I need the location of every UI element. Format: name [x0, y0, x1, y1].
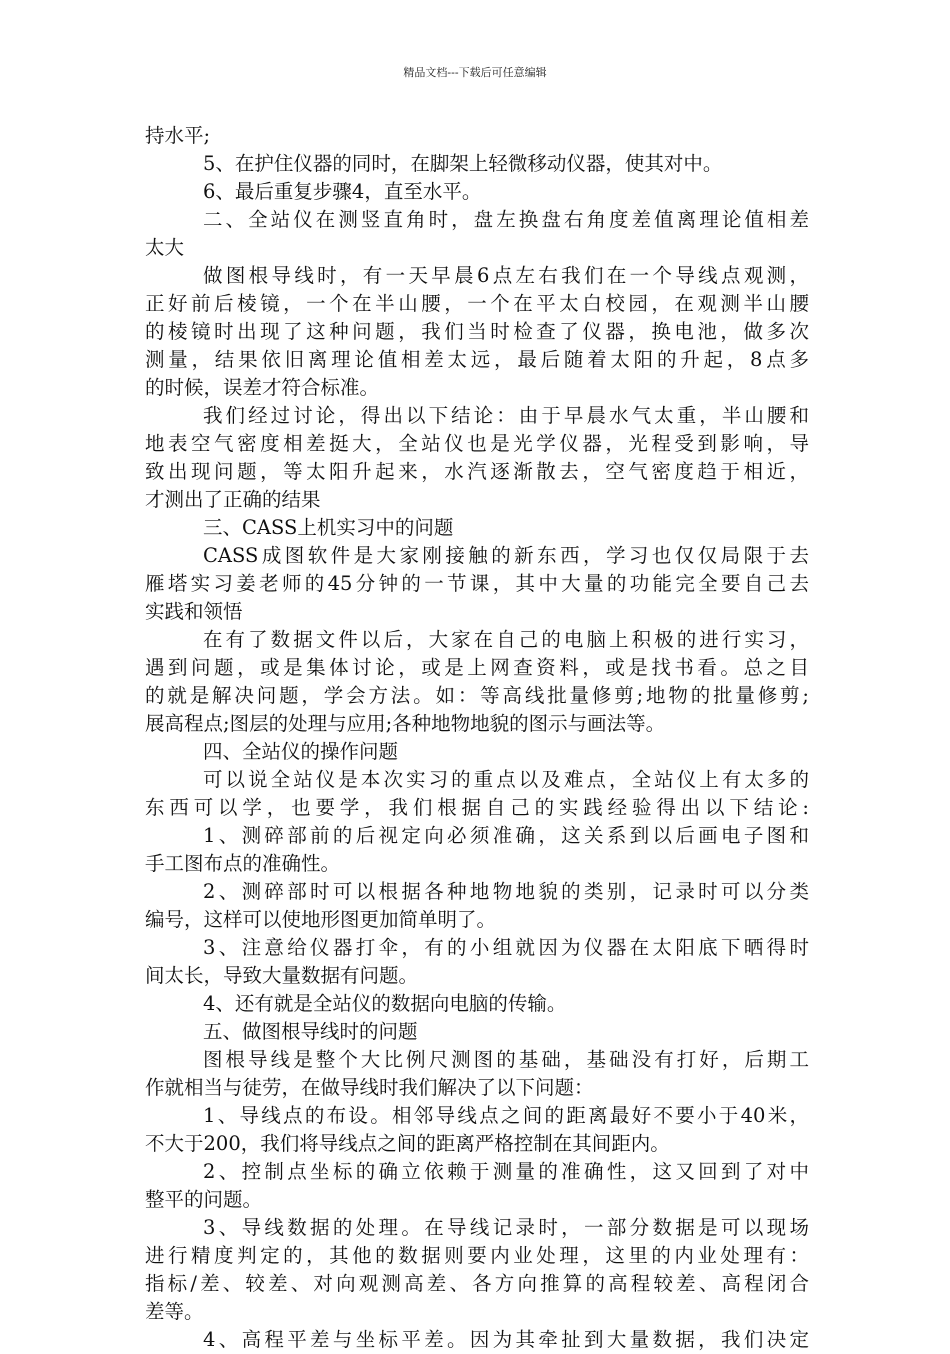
text-line: 测量，结果依旧离理论值相差太远，最后随着太阳的升起，8点多 — [145, 348, 809, 371]
text-line: 1、导线点的布设。相邻导线点之间的距离最好不要小于40米， — [203, 1104, 809, 1127]
text-line: 在有了数据文件以后，大家在自己的电脑上积极的进行实习， — [203, 628, 809, 651]
text-line: 持水平; — [145, 124, 211, 147]
text-line: 间太长，导致大量数据有问题。 — [145, 964, 419, 987]
text-line: 整平的问题。 — [145, 1188, 263, 1211]
page-header: 精品文档---下载后可任意编辑 — [403, 66, 547, 79]
section-heading: 四、全站仪的操作问题 — [203, 740, 399, 763]
text-line: 遇到问题，或是集体讨论，或是上网查资料，或是找书看。总之目 — [145, 656, 809, 679]
text-line: 4、还有就是全站仪的数据向电脑的传输。 — [203, 992, 567, 1015]
text-line: 不大于200，我们将导线点之间的距离严格控制在其间距内。 — [145, 1132, 670, 1155]
text-line: 图根导线是整个大比例尺测图的基础，基础没有打好，后期工 — [203, 1048, 809, 1071]
section-heading: 三、CASS上机实习中的问题 — [203, 516, 454, 539]
text-line: 实践和领悟 — [145, 600, 243, 623]
text-line: 可以说全站仪是本次实习的重点以及难点，全站仪上有太多的 — [203, 768, 809, 791]
text-line: 致出现问题，等太阳升起来，水汽逐渐散去，空气密度趋于相近， — [145, 460, 809, 483]
text-line: 的就是解决问题，学会方法。如：等高线批量修剪;地物的批量修剪; — [145, 684, 809, 707]
text-line: 差等。 — [145, 1300, 204, 1323]
text-line: 的时候，误差才符合标准。 — [145, 376, 380, 399]
document-body — [145, 122, 809, 1354]
section-heading: 太大 — [145, 236, 185, 259]
section-heading: 二、全站仪在测竖直角时，盘左换盘右角度差值离理论值相差 — [203, 208, 809, 231]
text-line: 做图根导线时，有一天早晨6点左右我们在一个导线点观测， — [203, 264, 809, 287]
text-line: 3、注意给仪器打伞，有的小组就因为仪器在太阳底下晒得时 — [203, 936, 809, 959]
text-line: 的棱镜时出现了这种问题，我们当时检查了仪器，换电池，做多次 — [145, 320, 809, 343]
text-line: 展高程点;图层的处理与应用;各种地物地貌的图示与画法等。 — [145, 712, 666, 735]
text-line: 3、导线数据的处理。在导线记录时，一部分数据是可以现场 — [203, 1216, 809, 1239]
text-line: 5、在护住仪器的同时，在脚架上轻微移动仪器，使其对中。 — [203, 152, 723, 175]
text-line: 4、高程平差与坐标平差。因为其牵扯到大量数据，我们决定 — [203, 1328, 809, 1351]
text-line: 雁塔实习姜老师的45分钟的一节课，其中大量的功能完全要自己去 — [145, 572, 809, 595]
text-line: 才测出了正确的结果 — [145, 488, 321, 511]
text-line: 作就相当与徒劳，在做导线时我们解决了以下问题： — [145, 1076, 594, 1099]
text-line: 东西可以学，也要学，我们根据自己的实践经验得出以下结论: — [145, 796, 809, 819]
text-line: 进行精度判定的，其他的数据则要内业处理，这里的内业处理有： — [145, 1244, 809, 1267]
text-line: 6、最后重复步骤4，直至水平。 — [203, 180, 482, 203]
text-line: 1、测碎部前的后视定向必须准确，这关系到以后画电子图和 — [203, 824, 809, 847]
text-line: CASS成图软件是大家刚接触的新东西，学习也仅仅局限于去 — [203, 544, 809, 567]
text-line: 正好前后棱镜，一个在半山腰，一个在平太白校园，在观测半山腰 — [145, 292, 809, 315]
text-line: 编号，这样可以使地形图更加简单明了。 — [145, 908, 497, 931]
text-line: 指标/差、较差、对向观测高差、各方向推算的高程较差、高程闭合 — [145, 1272, 809, 1295]
text-line: 2、控制点坐标的确立依赖于测量的准确性，这又回到了对中 — [203, 1160, 809, 1183]
section-heading: 五、做图根导线时的问题 — [203, 1020, 418, 1043]
text-line: 我们经过讨论，得出以下结论：由于早晨水气太重，半山腰和 — [203, 404, 809, 427]
text-line: 地表空气密度相差挺大，全站仪也是光学仪器，光程受到影响，导 — [145, 432, 809, 455]
text-line: 2、测碎部时可以根据各种地物地貌的类别，记录时可以分类 — [203, 880, 809, 903]
text-line: 手工图布点的准确性。 — [145, 852, 341, 875]
